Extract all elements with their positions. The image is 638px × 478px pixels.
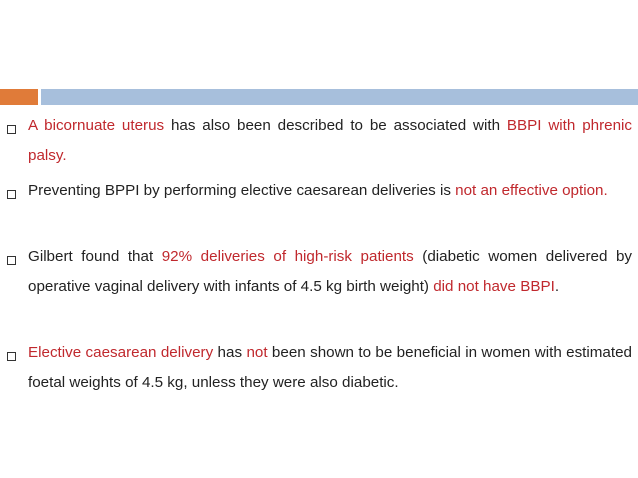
highlight-text: A bicornuate uterus <box>28 117 165 134</box>
highlight-text: not <box>246 344 268 361</box>
body-text: been shown to be beneficial in women with estimated foetal weights of 4.5 kg, unless they were also diabetic. <box>28 344 632 391</box>
square-bullet-icon <box>7 256 16 265</box>
bullet-text <box>28 111 632 171</box>
square-bullet-icon <box>7 125 16 134</box>
highlight-text: 92% deliveries of high-risk patients <box>161 248 414 265</box>
square-bullet-icon <box>7 190 16 199</box>
highlight-text: BBPI with phrenic palsy. <box>28 117 633 164</box>
highlight-text: not an effective option. <box>455 182 608 199</box>
square-bullet-icon <box>7 352 16 361</box>
body-text: Gilbert found that <box>28 248 162 265</box>
highlight-text: Elective caesarean delivery <box>28 344 214 361</box>
highlight-text: did not have BBPI <box>433 278 555 295</box>
bullet-text <box>28 176 632 206</box>
bullet-text <box>28 242 632 302</box>
accent-bar-orange <box>0 89 38 105</box>
body-text: Preventing BPPI by performing elective caesarean deliveries is <box>28 182 456 199</box>
body-text: . <box>554 278 560 295</box>
accent-bar-blue <box>41 89 638 105</box>
bullet-text <box>28 338 632 398</box>
body-text: has also been described to be associated with <box>164 117 507 134</box>
body-text: has <box>213 344 247 361</box>
body-text: (diabetic women delivered by operative vaginal delivery with infants of 4.5 kg birth weight) <box>28 248 632 295</box>
